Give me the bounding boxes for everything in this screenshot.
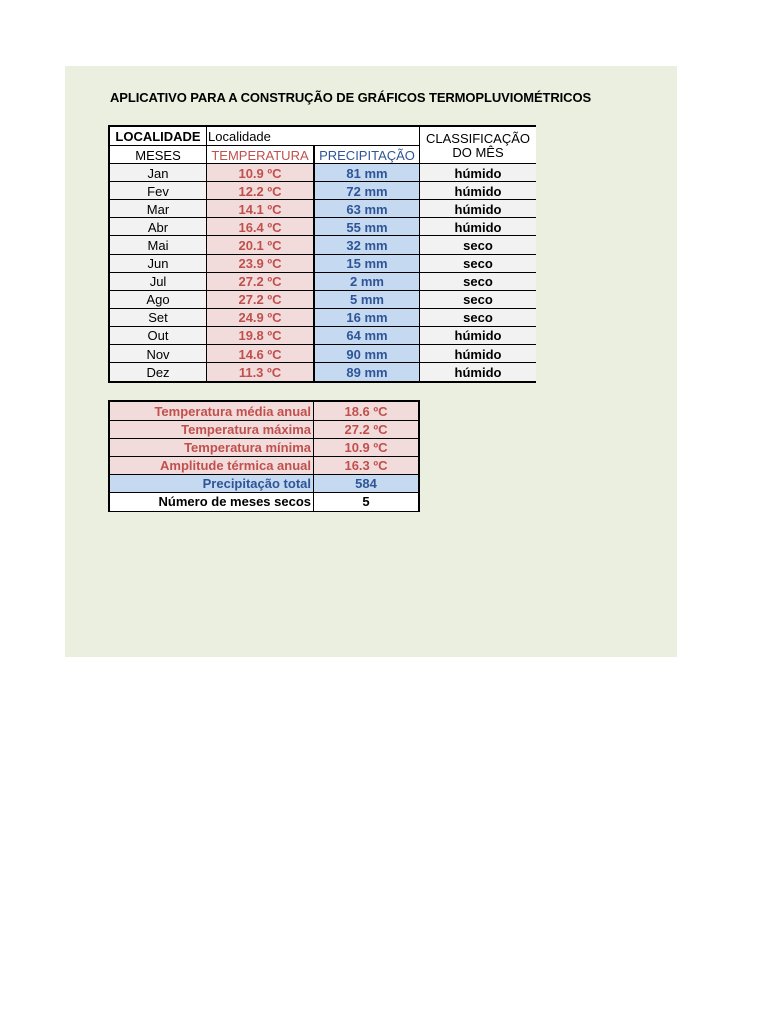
month-cell: Mar <box>110 200 206 218</box>
summary-value: 18.6 ºC <box>314 402 418 420</box>
precipitation-cell[interactable]: 81 mm <box>315 164 419 182</box>
temperature-cell[interactable]: 23.9 ºC <box>207 255 313 273</box>
month-cell: Abr <box>110 218 206 236</box>
temperature-cell[interactable]: 14.1 ºC <box>207 200 313 218</box>
precipitation-cell[interactable]: 2 mm <box>315 273 419 291</box>
page-title: APLICATIVO PARA A CONSTRUÇÃO DE GRÁFICOS TERMOPLUVIOMÉTRICOS <box>110 90 592 105</box>
grid-line <box>110 362 536 363</box>
months-header: MESES <box>110 146 206 164</box>
grid-line <box>110 235 536 236</box>
precipitation-cell[interactable]: 32 mm <box>315 236 419 254</box>
summary-label: Amplitude térmica anual <box>110 456 313 474</box>
grid-line <box>206 127 207 381</box>
temperature-cell[interactable]: 24.9 ºC <box>207 309 313 327</box>
classification-cell: húmido <box>420 218 536 236</box>
precipitation-cell[interactable]: 5 mm <box>315 291 419 309</box>
temperature-cell[interactable]: 12.2 ºC <box>207 182 313 200</box>
grid-line <box>313 146 315 381</box>
summary-value: 16.3 ºC <box>314 456 418 474</box>
grid-line <box>110 308 536 309</box>
classification-header-line2: DO MÊS <box>452 145 504 160</box>
classification-cell: húmido <box>420 327 536 345</box>
climate-table <box>108 125 536 383</box>
temperature-cell[interactable]: 11.3 ºC <box>207 363 313 381</box>
grid-line <box>110 181 536 182</box>
grid-line <box>110 163 536 164</box>
summary-label: Temperatura média anual <box>110 402 313 420</box>
summary-value: 27.2 ºC <box>314 420 418 438</box>
grid-line <box>110 272 536 273</box>
location-input[interactable]: Localidade <box>207 127 419 146</box>
grid-line <box>110 326 536 327</box>
grid-line <box>110 420 418 421</box>
summary-label: Temperatura mínima <box>110 438 313 456</box>
location-label: LOCALIDADE <box>110 127 206 146</box>
classification-cell: húmido <box>420 345 536 363</box>
grid-line <box>110 217 536 218</box>
summary-label: Número de meses secos <box>110 493 313 511</box>
classification-cell: húmido <box>420 200 536 218</box>
precipitation-header: PRECIPITAÇÃO <box>315 146 419 164</box>
month-cell: Fev <box>110 182 206 200</box>
month-cell: Ago <box>110 291 206 309</box>
classification-cell: húmido <box>420 363 536 381</box>
month-cell: Jun <box>110 255 206 273</box>
summary-value: 5 <box>314 493 418 511</box>
grid-line <box>313 402 314 510</box>
classification-cell: seco <box>420 236 536 254</box>
classification-cell: seco <box>420 255 536 273</box>
month-cell: Jul <box>110 273 206 291</box>
classification-header-line1: CLASSIFICAÇÃO <box>425 131 531 146</box>
month-cell: Mai <box>110 236 206 254</box>
grid-line <box>110 474 418 475</box>
summary-value: 584 <box>314 474 418 492</box>
month-cell: Set <box>110 309 206 327</box>
grid-line <box>110 199 536 200</box>
grid-line <box>110 254 536 255</box>
summary-table <box>108 400 420 512</box>
grid-line <box>110 492 418 493</box>
month-cell: Jan <box>110 164 206 182</box>
temperature-cell[interactable]: 14.6 ºC <box>207 345 313 363</box>
grid-line <box>110 456 418 457</box>
grid-line <box>110 145 420 146</box>
classification-cell: seco <box>420 273 536 291</box>
precipitation-cell[interactable]: 90 mm <box>315 345 419 363</box>
classification-cell: seco <box>420 291 536 309</box>
precipitation-cell[interactable]: 15 mm <box>315 255 419 273</box>
temperature-cell[interactable]: 10.9 ºC <box>207 164 313 182</box>
summary-value: 10.9 ºC <box>314 438 418 456</box>
grid-line <box>110 438 418 439</box>
grid-line <box>110 290 536 291</box>
grid-line <box>419 127 420 381</box>
temperature-header: TEMPERATURA <box>207 146 313 164</box>
temperature-cell[interactable]: 27.2 ºC <box>207 273 313 291</box>
summary-label: Precipitação total <box>110 474 313 492</box>
temperature-cell[interactable]: 19.8 ºC <box>207 327 313 345</box>
classification-cell: húmido <box>420 182 536 200</box>
precipitation-cell[interactable]: 72 mm <box>315 182 419 200</box>
classification-cell: húmido <box>420 164 536 182</box>
classification-cell: seco <box>420 309 536 327</box>
precipitation-cell[interactable]: 89 mm <box>315 363 419 381</box>
precipitation-cell[interactable]: 64 mm <box>315 327 419 345</box>
classification-header <box>420 127 536 165</box>
precipitation-cell[interactable]: 55 mm <box>315 218 419 236</box>
month-cell: Out <box>110 327 206 345</box>
grid-line <box>110 344 536 345</box>
temperature-cell[interactable]: 27.2 ºC <box>207 291 313 309</box>
month-cell: Nov <box>110 345 206 363</box>
precipitation-cell[interactable]: 16 mm <box>315 309 419 327</box>
precipitation-cell[interactable]: 63 mm <box>315 200 419 218</box>
temperature-cell[interactable]: 16.4 ºC <box>207 218 313 236</box>
summary-label: Temperatura máxima <box>110 420 313 438</box>
temperature-cell[interactable]: 20.1 ºC <box>207 236 313 254</box>
month-cell: Dez <box>110 363 206 381</box>
